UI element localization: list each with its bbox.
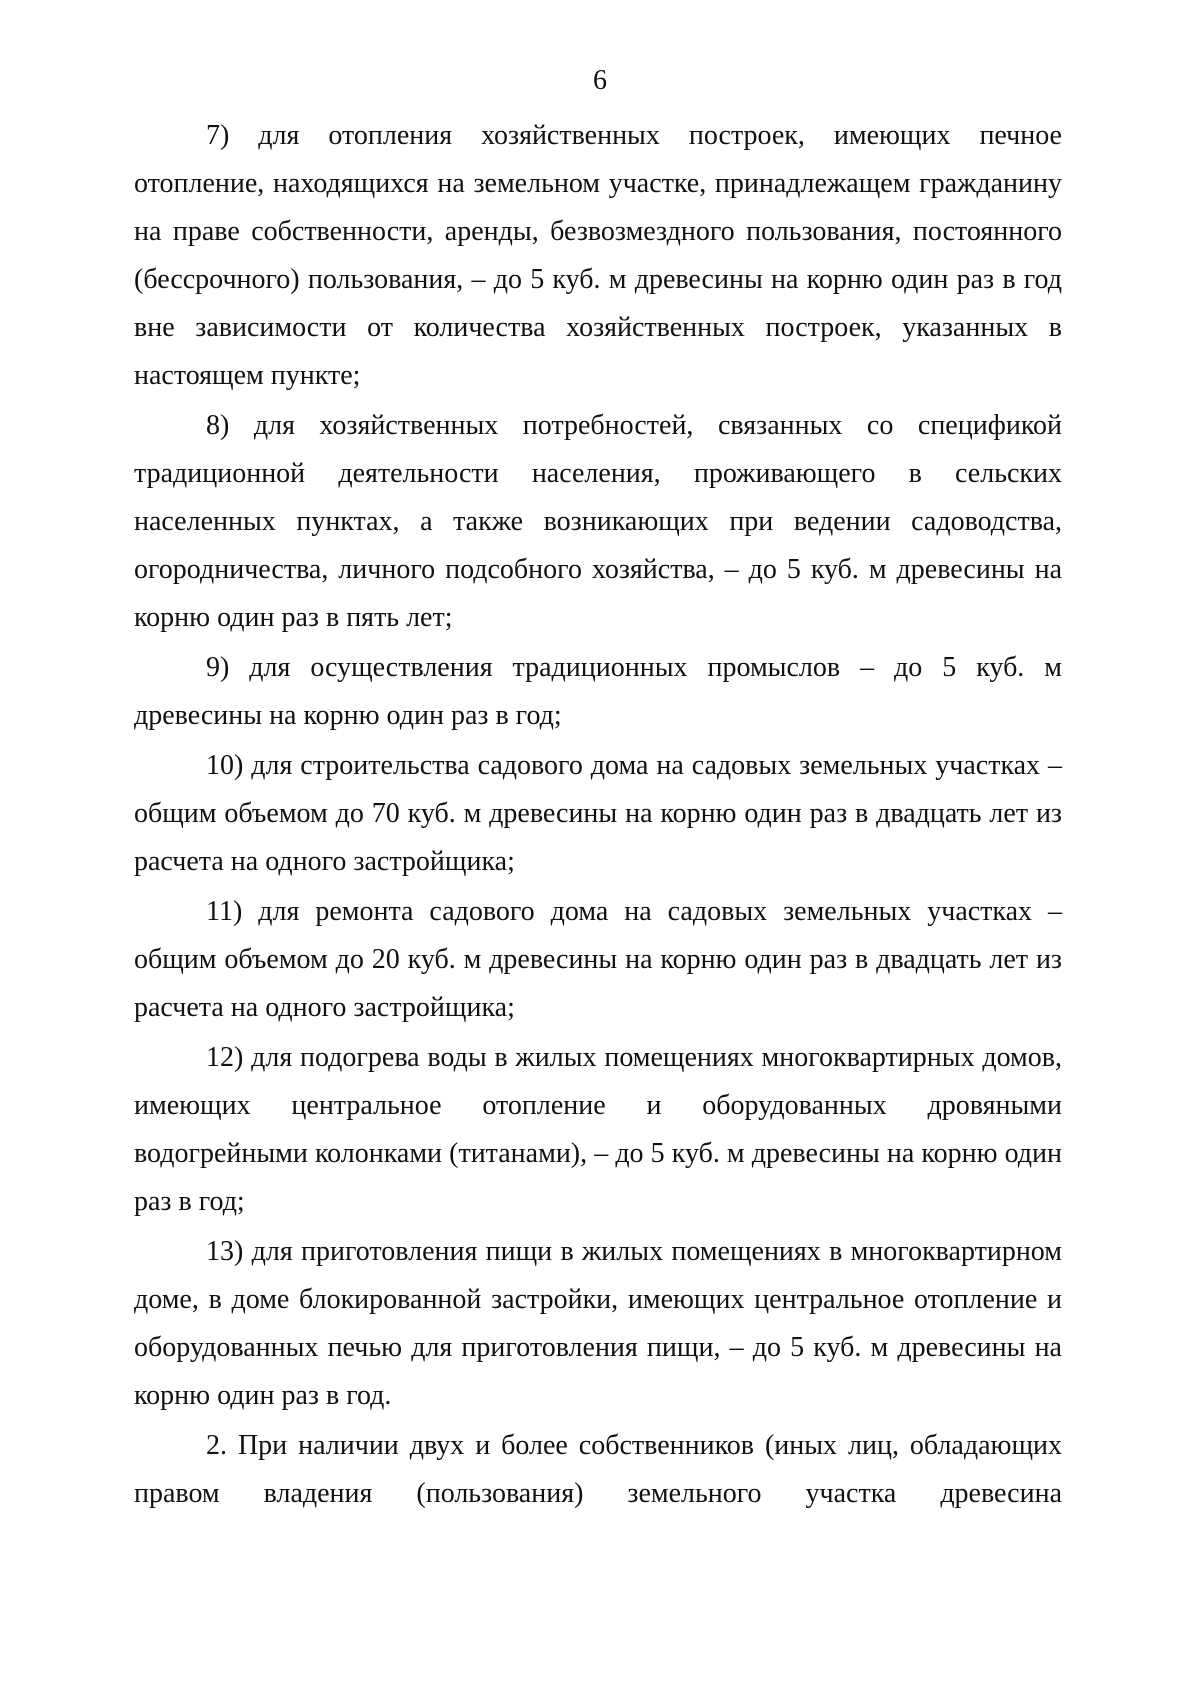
paragraph-item-11: 11) для ремонта садового дома на садовых земельных участках – общим объемом до 20 куб. м древесины на корню один раз в двадцать лет из расчета на одного застройщика;	[134, 896, 1062, 1023]
paragraph-item-8: 8) для хозяйственных потребностей, связанных со спецификой традиционной деятельности населения, проживающего в сельских населенных пунктах, а также возникающих при ведении садоводства, огородничества, личного подсобного хозяйства, – до 5 куб. м древесины на корню один раз в пять лет;	[134, 410, 1062, 633]
paragraph-item-9: 9) для осуществления традиционных промыслов – до 5 куб. м древесины на корню один раз в год;	[134, 652, 1062, 731]
paragraph-item-12: 12) для подогрева воды в жилых помещениях многоквартирных домов, имеющих центральное отопление и оборудованных дровяными водогрейными колонками (титанами), – до 5 куб. м древесины на корню один раз в год;	[134, 1042, 1062, 1217]
paragraph-item-7: 7) для отопления хозяйственных построек, имеющих печное отопление, находящихся на земельном участке, принадлежащем гражданину на праве собственности, аренды, безвозмездного пользования, постоянного (бессрочного) пользования, – до 5 куб. м древесины на корню один раз в год вне зависимости от количества хозяйственных построек, указанных в настоящем пункте;	[134, 120, 1062, 391]
paragraph-section-2: 2. При наличии двух и более собственников (иных лиц, обладающих правом владения (пользования) земельного участка древесина	[134, 1430, 1062, 1509]
paragraph-item-10: 10) для строительства садового дома на садовых земельных участках – общим объемом до 70 куб. м древесины на корню один раз в двадцать лет из расчета на одного застройщика;	[134, 750, 1062, 877]
document-body	[134, 112, 1062, 1520]
paragraph-item-13: 13) для приготовления пищи в жилых помещениях в многоквартирном доме, в доме блокированной застройки, имеющих центральное отопление и оборудованных печью для приготовления пищи, – до 5 куб. м древесины на корню один раз в год.	[134, 1236, 1062, 1411]
page-number: 6	[593, 65, 607, 96]
